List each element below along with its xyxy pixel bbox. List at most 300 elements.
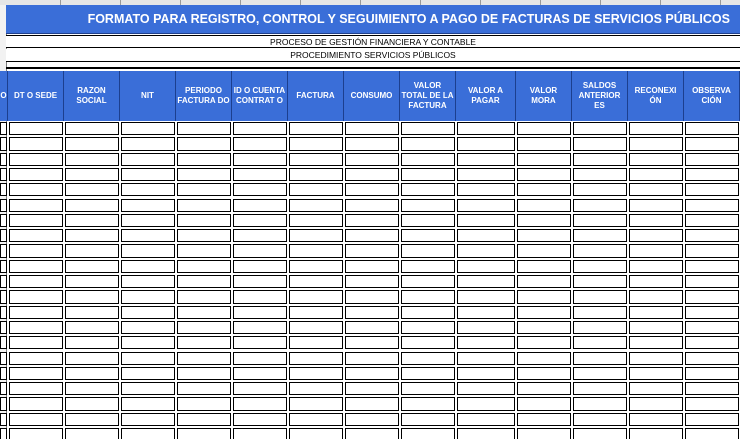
cell-id-cuenta-contrato[interactable] — [233, 275, 287, 288]
cell-reconexion[interactable] — [629, 336, 683, 349]
cell-consumo[interactable] — [345, 153, 399, 166]
cell-consumo[interactable] — [345, 413, 399, 426]
cell-dt-sede[interactable] — [9, 275, 63, 288]
cell-observacion[interactable] — [685, 367, 739, 380]
cell-consumo[interactable] — [345, 352, 399, 365]
cell-razon-social[interactable] — [65, 382, 119, 395]
cell-valor-mora[interactable] — [517, 397, 571, 410]
cell-dt-sede[interactable] — [9, 183, 63, 196]
cell-valor-total-factura[interactable] — [401, 290, 455, 303]
cell-razon-social[interactable] — [65, 214, 119, 227]
cell-valor-a-pagar[interactable] — [457, 214, 515, 227]
column-header-nit[interactable]: NIT — [120, 71, 176, 121]
cell-id-cuenta-contrato[interactable] — [233, 260, 287, 273]
cell-consumo[interactable] — [345, 229, 399, 242]
cell-razon-social[interactable] — [65, 275, 119, 288]
cell-consumo[interactable] — [345, 290, 399, 303]
cell-saldos-anteriores[interactable] — [573, 306, 627, 319]
cell-id-cuenta-contrato[interactable] — [233, 397, 287, 410]
cell-observacion[interactable] — [685, 137, 739, 150]
cell-dt-sede[interactable] — [9, 306, 63, 319]
cell-id-cuenta-contrato[interactable] — [233, 122, 287, 135]
cell-razon-social[interactable] — [65, 321, 119, 334]
cell-valor-mora[interactable] — [517, 428, 571, 439]
cell-reconexion[interactable] — [629, 321, 683, 334]
cell-razon-social[interactable] — [65, 153, 119, 166]
cell-factura[interactable] — [289, 199, 343, 212]
cell-saldos-anteriores[interactable] — [573, 413, 627, 426]
cell-factura[interactable] — [289, 153, 343, 166]
cell-valor-a-pagar[interactable] — [457, 122, 515, 135]
cell-valor-a-pagar[interactable] — [457, 290, 515, 303]
cell-saldos-anteriores[interactable] — [573, 199, 627, 212]
column-header-observacion[interactable]: OBSERVA CIÓN — [684, 71, 740, 121]
cell-valor-mora[interactable] — [517, 413, 571, 426]
cell-nit[interactable] — [121, 199, 175, 212]
cell-factura[interactable] — [289, 397, 343, 410]
cell-periodo-facturado[interactable] — [177, 428, 231, 439]
cell-nit[interactable] — [121, 382, 175, 395]
cell-valor-mora[interactable] — [517, 122, 571, 135]
cell-factura[interactable] — [289, 168, 343, 181]
cell-factura[interactable] — [289, 367, 343, 380]
cell-row-marker[interactable] — [0, 367, 7, 380]
cell-periodo-facturado[interactable] — [177, 229, 231, 242]
cell-observacion[interactable] — [685, 214, 739, 227]
cell-valor-a-pagar[interactable] — [457, 229, 515, 242]
cell-observacion[interactable] — [685, 168, 739, 181]
cell-nit[interactable] — [121, 413, 175, 426]
cell-valor-mora[interactable] — [517, 275, 571, 288]
cell-razon-social[interactable] — [65, 168, 119, 181]
cell-periodo-facturado[interactable] — [177, 153, 231, 166]
cell-reconexion[interactable] — [629, 168, 683, 181]
cell-id-cuenta-contrato[interactable] — [233, 214, 287, 227]
cell-valor-total-factura[interactable] — [401, 413, 455, 426]
cell-observacion[interactable] — [685, 183, 739, 196]
cell-valor-mora[interactable] — [517, 336, 571, 349]
cell-periodo-facturado[interactable] — [177, 137, 231, 150]
column-header-consumo[interactable]: CONSUMO — [344, 71, 400, 121]
cell-valor-total-factura[interactable] — [401, 229, 455, 242]
cell-valor-a-pagar[interactable] — [457, 397, 515, 410]
cell-consumo[interactable] — [345, 183, 399, 196]
cell-observacion[interactable] — [685, 275, 739, 288]
cell-reconexion[interactable] — [629, 137, 683, 150]
cell-razon-social[interactable] — [65, 336, 119, 349]
cell-dt-sede[interactable] — [9, 382, 63, 395]
cell-observacion[interactable] — [685, 413, 739, 426]
cell-row-marker[interactable] — [0, 260, 7, 273]
cell-valor-mora[interactable] — [517, 352, 571, 365]
cell-consumo[interactable] — [345, 168, 399, 181]
cell-observacion[interactable] — [685, 199, 739, 212]
cell-nit[interactable] — [121, 336, 175, 349]
cell-reconexion[interactable] — [629, 428, 683, 439]
cell-row-marker[interactable] — [0, 137, 7, 150]
cell-dt-sede[interactable] — [9, 153, 63, 166]
cell-dt-sede[interactable] — [9, 260, 63, 273]
cell-nit[interactable] — [121, 183, 175, 196]
cell-razon-social[interactable] — [65, 199, 119, 212]
cell-nit[interactable] — [121, 122, 175, 135]
cell-observacion[interactable] — [685, 306, 739, 319]
cell-periodo-facturado[interactable] — [177, 260, 231, 273]
cell-row-marker[interactable] — [0, 352, 7, 365]
cell-valor-total-factura[interactable] — [401, 306, 455, 319]
cell-reconexion[interactable] — [629, 153, 683, 166]
cell-periodo-facturado[interactable] — [177, 168, 231, 181]
cell-consumo[interactable] — [345, 321, 399, 334]
cell-row-marker[interactable] — [0, 290, 7, 303]
cell-observacion[interactable] — [685, 352, 739, 365]
cell-factura[interactable] — [289, 122, 343, 135]
cell-valor-total-factura[interactable] — [401, 336, 455, 349]
cell-dt-sede[interactable] — [9, 413, 63, 426]
cell-valor-total-factura[interactable] — [401, 321, 455, 334]
cell-periodo-facturado[interactable] — [177, 382, 231, 395]
cell-factura[interactable] — [289, 306, 343, 319]
cell-razon-social[interactable] — [65, 413, 119, 426]
cell-row-marker[interactable] — [0, 413, 7, 426]
column-header-valor-mora[interactable]: VALOR MORA — [516, 71, 572, 121]
cell-valor-mora[interactable] — [517, 306, 571, 319]
column-header-saldos-anteriores[interactable]: SALDOS ANTERIOR ES — [572, 71, 628, 121]
cell-dt-sede[interactable] — [9, 229, 63, 242]
cell-observacion[interactable] — [685, 428, 739, 439]
cell-razon-social[interactable] — [65, 306, 119, 319]
cell-razon-social[interactable] — [65, 367, 119, 380]
cell-valor-mora[interactable] — [517, 183, 571, 196]
cell-id-cuenta-contrato[interactable] — [233, 306, 287, 319]
cell-valor-a-pagar[interactable] — [457, 137, 515, 150]
cell-consumo[interactable] — [345, 367, 399, 380]
cell-nit[interactable] — [121, 214, 175, 227]
cell-valor-total-factura[interactable] — [401, 382, 455, 395]
cell-factura[interactable] — [289, 244, 343, 257]
cell-valor-total-factura[interactable] — [401, 122, 455, 135]
cell-reconexion[interactable] — [629, 275, 683, 288]
cell-observacion[interactable] — [685, 290, 739, 303]
cell-valor-total-factura[interactable] — [401, 214, 455, 227]
cell-razon-social[interactable] — [65, 137, 119, 150]
column-header-reconexion[interactable]: RECONEXI ÓN — [628, 71, 684, 121]
cell-valor-mora[interactable] — [517, 382, 571, 395]
cell-nit[interactable] — [121, 168, 175, 181]
cell-id-cuenta-contrato[interactable] — [233, 336, 287, 349]
cell-dt-sede[interactable] — [9, 367, 63, 380]
cell-reconexion[interactable] — [629, 199, 683, 212]
cell-observacion[interactable] — [685, 336, 739, 349]
cell-valor-mora[interactable] — [517, 168, 571, 181]
cell-valor-mora[interactable] — [517, 367, 571, 380]
cell-valor-a-pagar[interactable] — [457, 321, 515, 334]
cell-saldos-anteriores[interactable] — [573, 428, 627, 439]
cell-razon-social[interactable] — [65, 397, 119, 410]
cell-razon-social[interactable] — [65, 244, 119, 257]
cell-saldos-anteriores[interactable] — [573, 336, 627, 349]
cell-valor-a-pagar[interactable] — [457, 428, 515, 439]
cell-saldos-anteriores[interactable] — [573, 229, 627, 242]
cell-reconexion[interactable] — [629, 413, 683, 426]
cell-saldos-anteriores[interactable] — [573, 382, 627, 395]
cell-factura[interactable] — [289, 352, 343, 365]
cell-valor-mora[interactable] — [517, 153, 571, 166]
cell-dt-sede[interactable] — [9, 214, 63, 227]
cell-valor-total-factura[interactable] — [401, 275, 455, 288]
cell-periodo-facturado[interactable] — [177, 199, 231, 212]
cell-consumo[interactable] — [345, 260, 399, 273]
cell-nit[interactable] — [121, 229, 175, 242]
cell-valor-a-pagar[interactable] — [457, 352, 515, 365]
cell-valor-a-pagar[interactable] — [457, 153, 515, 166]
cell-periodo-facturado[interactable] — [177, 306, 231, 319]
cell-row-marker[interactable] — [0, 168, 7, 181]
cell-observacion[interactable] — [685, 229, 739, 242]
cell-factura[interactable] — [289, 183, 343, 196]
cell-periodo-facturado[interactable] — [177, 413, 231, 426]
cell-razon-social[interactable] — [65, 428, 119, 439]
cell-factura[interactable] — [289, 336, 343, 349]
cell-row-marker[interactable] — [0, 397, 7, 410]
cell-row-marker[interactable] — [0, 122, 7, 135]
cell-valor-mora[interactable] — [517, 321, 571, 334]
cell-nit[interactable] — [121, 244, 175, 257]
cell-periodo-facturado[interactable] — [177, 244, 231, 257]
cell-valor-a-pagar[interactable] — [457, 168, 515, 181]
cell-nit[interactable] — [121, 260, 175, 273]
cell-factura[interactable] — [289, 137, 343, 150]
column-header-periodo-facturado[interactable]: PERIODO FACTURA DO — [176, 71, 232, 121]
cell-factura[interactable] — [289, 413, 343, 426]
cell-id-cuenta-contrato[interactable] — [233, 244, 287, 257]
cell-valor-mora[interactable] — [517, 214, 571, 227]
column-header-id-cuenta-contrato[interactable]: ID O CUENTA CONTRAT O — [232, 71, 288, 121]
cell-id-cuenta-contrato[interactable] — [233, 413, 287, 426]
cell-observacion[interactable] — [685, 260, 739, 273]
cell-consumo[interactable] — [345, 214, 399, 227]
cell-reconexion[interactable] — [629, 290, 683, 303]
cell-periodo-facturado[interactable] — [177, 397, 231, 410]
cell-dt-sede[interactable] — [9, 122, 63, 135]
cell-id-cuenta-contrato[interactable] — [233, 199, 287, 212]
cell-id-cuenta-contrato[interactable] — [233, 153, 287, 166]
cell-row-marker[interactable] — [0, 244, 7, 257]
cell-row-marker[interactable] — [0, 382, 7, 395]
cell-observacion[interactable] — [685, 153, 739, 166]
cell-periodo-facturado[interactable] — [177, 367, 231, 380]
cell-razon-social[interactable] — [65, 260, 119, 273]
cell-valor-mora[interactable] — [517, 199, 571, 212]
cell-observacion[interactable] — [685, 397, 739, 410]
cell-factura[interactable] — [289, 229, 343, 242]
cell-saldos-anteriores[interactable] — [573, 321, 627, 334]
cell-factura[interactable] — [289, 275, 343, 288]
cell-razon-social[interactable] — [65, 183, 119, 196]
cell-id-cuenta-contrato[interactable] — [233, 367, 287, 380]
cell-razon-social[interactable] — [65, 229, 119, 242]
cell-dt-sede[interactable] — [9, 244, 63, 257]
cell-id-cuenta-contrato[interactable] — [233, 168, 287, 181]
cell-id-cuenta-contrato[interactable] — [233, 183, 287, 196]
cell-reconexion[interactable] — [629, 229, 683, 242]
cell-row-marker[interactable] — [0, 199, 7, 212]
cell-nit[interactable] — [121, 137, 175, 150]
cell-valor-total-factura[interactable] — [401, 199, 455, 212]
cell-id-cuenta-contrato[interactable] — [233, 229, 287, 242]
cell-reconexion[interactable] — [629, 214, 683, 227]
cell-consumo[interactable] — [345, 306, 399, 319]
cell-factura[interactable] — [289, 290, 343, 303]
cell-valor-a-pagar[interactable] — [457, 244, 515, 257]
cell-nit[interactable] — [121, 321, 175, 334]
cell-saldos-anteriores[interactable] — [573, 275, 627, 288]
cell-saldos-anteriores[interactable] — [573, 290, 627, 303]
cell-razon-social[interactable] — [65, 122, 119, 135]
cell-valor-total-factura[interactable] — [401, 153, 455, 166]
cell-valor-total-factura[interactable] — [401, 168, 455, 181]
cell-row-marker[interactable] — [0, 336, 7, 349]
cell-valor-total-factura[interactable] — [401, 397, 455, 410]
cell-valor-total-factura[interactable] — [401, 352, 455, 365]
cell-row-marker[interactable] — [0, 306, 7, 319]
cell-nit[interactable] — [121, 275, 175, 288]
cell-razon-social[interactable] — [65, 290, 119, 303]
cell-periodo-facturado[interactable] — [177, 183, 231, 196]
cell-saldos-anteriores[interactable] — [573, 137, 627, 150]
cell-saldos-anteriores[interactable] — [573, 168, 627, 181]
cell-factura[interactable] — [289, 428, 343, 439]
cell-consumo[interactable] — [345, 382, 399, 395]
column-header-dt-sede[interactable]: DT O SEDE — [8, 71, 64, 121]
cell-periodo-facturado[interactable] — [177, 290, 231, 303]
cell-consumo[interactable] — [345, 122, 399, 135]
cell-dt-sede[interactable] — [9, 397, 63, 410]
cell-factura[interactable] — [289, 214, 343, 227]
cell-row-marker[interactable] — [0, 275, 7, 288]
cell-observacion[interactable] — [685, 321, 739, 334]
cell-valor-a-pagar[interactable] — [457, 275, 515, 288]
cell-id-cuenta-contrato[interactable] — [233, 382, 287, 395]
cell-dt-sede[interactable] — [9, 321, 63, 334]
cell-id-cuenta-contrato[interactable] — [233, 428, 287, 439]
cell-valor-total-factura[interactable] — [401, 260, 455, 273]
column-header-valor-total-factura[interactable]: VALOR TOTAL DE LA FACTURA — [400, 71, 456, 121]
cell-dt-sede[interactable] — [9, 137, 63, 150]
cell-saldos-anteriores[interactable] — [573, 214, 627, 227]
cell-periodo-facturado[interactable] — [177, 122, 231, 135]
cell-razon-social[interactable] — [65, 352, 119, 365]
column-header-row-marker[interactable]: O — [0, 71, 8, 121]
cell-row-marker[interactable] — [0, 428, 7, 439]
cell-saldos-anteriores[interactable] — [573, 153, 627, 166]
cell-factura[interactable] — [289, 382, 343, 395]
cell-valor-a-pagar[interactable] — [457, 183, 515, 196]
cell-factura[interactable] — [289, 260, 343, 273]
cell-row-marker[interactable] — [0, 321, 7, 334]
cell-id-cuenta-contrato[interactable] — [233, 352, 287, 365]
cell-row-marker[interactable] — [0, 214, 7, 227]
cell-nit[interactable] — [121, 153, 175, 166]
cell-observacion[interactable] — [685, 382, 739, 395]
cell-observacion[interactable] — [685, 244, 739, 257]
cell-valor-mora[interactable] — [517, 137, 571, 150]
cell-reconexion[interactable] — [629, 306, 683, 319]
cell-valor-total-factura[interactable] — [401, 367, 455, 380]
column-header-razon-social[interactable]: RAZON SOCIAL — [64, 71, 120, 121]
cell-reconexion[interactable] — [629, 382, 683, 395]
cell-reconexion[interactable] — [629, 352, 683, 365]
cell-id-cuenta-contrato[interactable] — [233, 321, 287, 334]
cell-valor-a-pagar[interactable] — [457, 367, 515, 380]
cell-dt-sede[interactable] — [9, 352, 63, 365]
cell-periodo-facturado[interactable] — [177, 352, 231, 365]
cell-nit[interactable] — [121, 397, 175, 410]
cell-saldos-anteriores[interactable] — [573, 122, 627, 135]
cell-reconexion[interactable] — [629, 397, 683, 410]
cell-valor-mora[interactable] — [517, 244, 571, 257]
cell-periodo-facturado[interactable] — [177, 321, 231, 334]
cell-observacion[interactable] — [685, 122, 739, 135]
cell-nit[interactable] — [121, 352, 175, 365]
cell-periodo-facturado[interactable] — [177, 336, 231, 349]
cell-reconexion[interactable] — [629, 367, 683, 380]
cell-valor-a-pagar[interactable] — [457, 306, 515, 319]
cell-dt-sede[interactable] — [9, 168, 63, 181]
cell-saldos-anteriores[interactable] — [573, 260, 627, 273]
cell-consumo[interactable] — [345, 428, 399, 439]
cell-valor-a-pagar[interactable] — [457, 199, 515, 212]
cell-valor-total-factura[interactable] — [401, 137, 455, 150]
cell-valor-mora[interactable] — [517, 260, 571, 273]
cell-factura[interactable] — [289, 321, 343, 334]
cell-periodo-facturado[interactable] — [177, 275, 231, 288]
cell-nit[interactable] — [121, 428, 175, 439]
cell-valor-a-pagar[interactable] — [457, 336, 515, 349]
cell-saldos-anteriores[interactable] — [573, 244, 627, 257]
cell-dt-sede[interactable] — [9, 428, 63, 439]
cell-periodo-facturado[interactable] — [177, 214, 231, 227]
cell-consumo[interactable] — [345, 199, 399, 212]
cell-reconexion[interactable] — [629, 122, 683, 135]
cell-consumo[interactable] — [345, 137, 399, 150]
cell-reconexion[interactable] — [629, 244, 683, 257]
cell-valor-a-pagar[interactable] — [457, 382, 515, 395]
cell-consumo[interactable] — [345, 336, 399, 349]
cell-reconexion[interactable] — [629, 183, 683, 196]
cell-consumo[interactable] — [345, 244, 399, 257]
cell-valor-a-pagar[interactable] — [457, 413, 515, 426]
cell-nit[interactable] — [121, 290, 175, 303]
cell-row-marker[interactable] — [0, 183, 7, 196]
cell-reconexion[interactable] — [629, 260, 683, 273]
cell-dt-sede[interactable] — [9, 199, 63, 212]
cell-row-marker[interactable] — [0, 229, 7, 242]
cell-id-cuenta-contrato[interactable] — [233, 290, 287, 303]
cell-valor-total-factura[interactable] — [401, 428, 455, 439]
cell-valor-a-pagar[interactable] — [457, 260, 515, 273]
cell-saldos-anteriores[interactable] — [573, 183, 627, 196]
cell-consumo[interactable] — [345, 275, 399, 288]
cell-nit[interactable] — [121, 306, 175, 319]
cell-consumo[interactable] — [345, 397, 399, 410]
column-header-factura[interactable]: FACTURA — [288, 71, 344, 121]
cell-valor-total-factura[interactable] — [401, 183, 455, 196]
cell-valor-mora[interactable] — [517, 229, 571, 242]
cell-valor-mora[interactable] — [517, 290, 571, 303]
cell-row-marker[interactable] — [0, 153, 7, 166]
cell-nit[interactable] — [121, 367, 175, 380]
